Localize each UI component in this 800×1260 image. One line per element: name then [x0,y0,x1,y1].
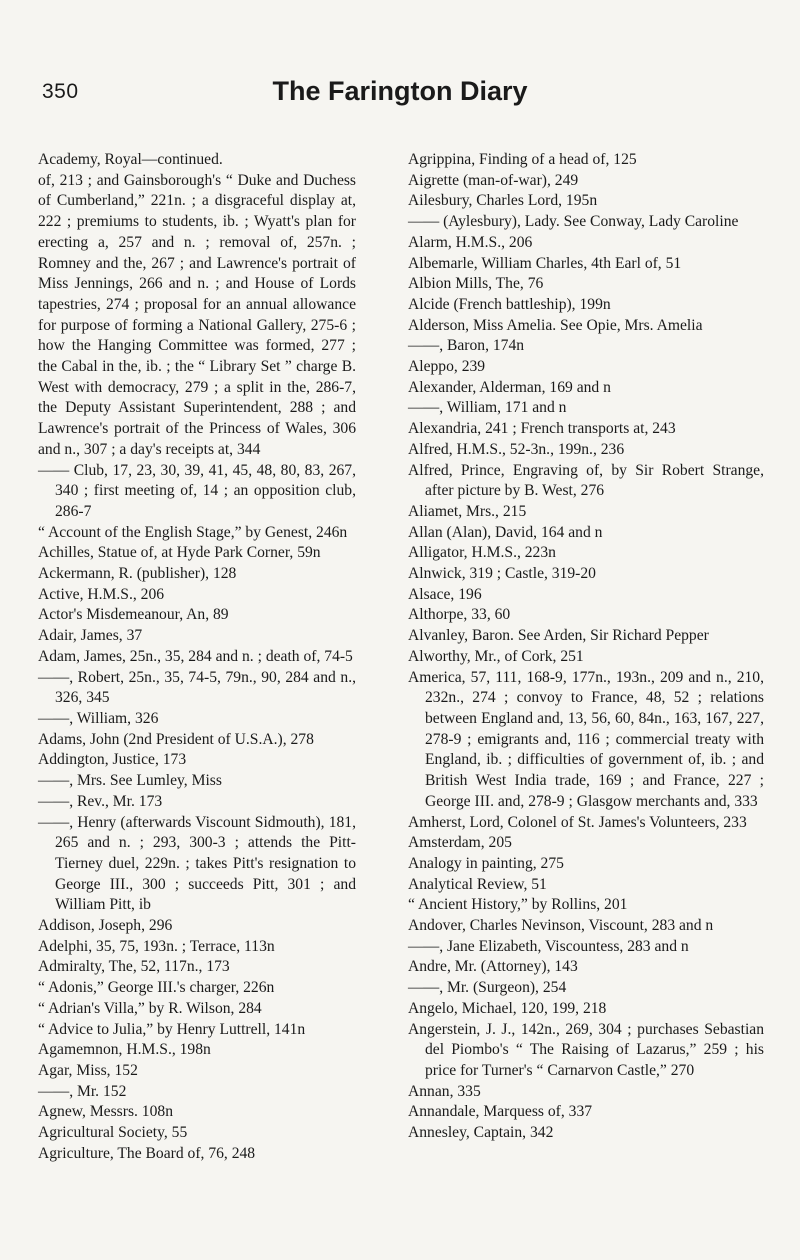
index-entry: of, 213 ; and Gainsborough's “ Duke and Duchess of Cumberland,” 221n. ; a disgraceful display at, 222 ; premiums to students, ib. ; Wyatt's plan for erecting a, 257 and n. ; removal of, 257n. ; Romney and the, 267 ; and Lawrence's portrait of Miss Jennings, 266 and n. ; and House of Lords tapestries, 274 ; proposal for an annual allowance for purpose of forming a National Gallery, 275-6 ; how the Hanging Committee was formed, 277 ; the Cabal in the, ib. ; the “ Library Set ” charge B. West with democracy, 279 ; a split in the, 286-7, the Deputy Assistant Superintendent, 288 ; and Lawrence's portrait of the Princess of Wales, 306 and n., 307 ; a day's receipts at, 344 [38,171,356,458]
index-entry: Alfred, H.M.S., 52-3n., 199n., 236 [408,440,625,458]
index-entry: Alworthy, Mr., of Cork, 251 [408,647,584,665]
index-entry: Addison, Joseph, 296 [38,917,173,935]
index-entry: Alligator, H.M.S., 223n [408,544,556,562]
index-entry: ——, Baron, 174n [408,337,525,355]
index-entry: Alsace, 196 [408,585,482,603]
index-entry: Alnwick, 319 ; Castle, 319-20 [408,565,596,583]
index-entry: “ Advice to Julia,” by Henry Luttrell, 141n [38,1020,306,1038]
index-entry: —— (Aylesbury), Lady. See Conway, Lady Caroline [408,213,739,231]
index-entry: Adam, James, 25n., 35, 284 and n. ; death of, 74-5 [38,647,353,665]
index-entry: Agamemnon, H.M.S., 198n [38,1041,211,1059]
index-entry: Annesley, Captain, 342 [408,1124,554,1142]
page-header [40,76,760,116]
index-entry: Amherst, Lord, Colonel of St. James's Volunteers, 233 [408,813,747,831]
index-entry: Adair, James, 37 [38,627,143,645]
index-entry: Alexandria, 241 ; French transports at, 243 [408,420,676,438]
index-entry: Angelo, Michael, 120, 199, 218 [408,999,607,1017]
index-entry: Adams, John (2nd President of U.S.A.), 278 [38,730,314,748]
index-heading: Academy, Royal—continued. [38,151,223,168]
index-entry: ——, Mr. 152 [38,1082,127,1100]
index-entry: “ Ancient History,” by Rollins, 201 [408,896,628,914]
index-entry: Alexander, Alderman, 169 and n [408,378,611,396]
index-entry: Ailesbury, Charles Lord, 195n [408,192,598,210]
index-entry: Agriculture, The Board of, 76, 248 [38,1144,256,1162]
index-entry: —— Club, 17, 23, 30, 39, 41, 45, 48, 80, 83, 267, 340 ; first meeting of, 14 ; an opposition club, 286-7 [38,461,356,520]
index-entry: Addington, Justice, 173 [38,751,187,769]
running-title: The Farington Diary [272,76,528,106]
index-entry: Annandale, Marquess of, 337 [408,1103,593,1121]
index-entry: “ Adonis,” George III.'s charger, 226n [38,979,275,997]
index-entry: Andre, Mr. (Attorney), 143 [408,958,578,976]
index-entry: “ Adrian's Villa,” by R. Wilson, 284 [38,999,262,1017]
index-entry: Active, H.M.S., 206 [38,585,165,603]
index-column-left [38,150,356,1164]
index-entry: ——, William, 171 and n [408,399,567,417]
index-entry: Admiralty, The, 52, 117n., 173 [38,958,230,976]
index-entry: Alfred, Prince, Engraving of, by Sir Robert Strange, after picture by B. West, 276 [408,461,764,500]
index-entry: Aigrette (man-of-war), 249 [408,171,579,189]
index-entry: Albemarle, William Charles, 4th Earl of, 51 [408,254,682,272]
index-entry: ——, Henry (afterwards Viscount Sidmouth), 181, 265 and n. ; 293, 300-3 ; attends the Pitt-Tierney duel, 229n. ; takes Pitt's resignation to George III., 300 ; succeeds Pitt, 301 ; and William Pitt, ib [38,813,356,914]
index-entry: Agricultural Society, 55 [38,1124,188,1142]
index-entry: Albion Mills, The, 76 [408,275,544,293]
index-entry: Adelphi, 35, 75, 193n. ; Terrace, 113n [38,937,275,955]
index-entry: “ Account of the English Stage,” by Genest, 246n [38,523,348,541]
index-column-right [408,150,764,1144]
index-entry: ——, Rev., Mr. 173 [38,792,163,810]
index-entry: Allan (Alan), David, 164 and n [408,523,603,541]
index-entry: Agrippina, Finding of a head of, 125 [408,151,637,168]
index-entry: Agnew, Messrs. 108n [38,1103,173,1121]
index-entry: Ackermann, R. (publisher), 128 [38,565,237,583]
page-number: 350 [42,80,79,103]
index-entry: Angerstein, J. J., 142n., 269, 304 ; purchases Sebastian del Piombo's “ The Raising of Lazarus,” 259 ; his price for Turner's “ Carnarvon Castle,” 270 [408,1020,764,1079]
index-entry: Alvanley, Baron. See Arden, Sir Richard Pepper [408,627,709,645]
index-entry: Althorpe, 33, 60 [408,606,511,624]
index-entry: Annan, 335 [408,1082,481,1100]
index-entry: Analytical Review, 51 [408,875,547,893]
index-entry: Actor's Misdemeanour, An, 89 [38,606,229,624]
index-entry: ——, Mr. (Surgeon), 254 [408,979,567,997]
index-entry: America, 57, 111, 168-9, 177n., 193n., 209 and n., 210, 232n., 274 ; convoy to France, 48, 52 ; relations between England and, 13, 56, 60, 84n., 163, 167, 227, 278-9 ; emigrants and, 116 ; commercial treaty with England, ib. ; difficulties of government of, ib. ; and British West India trade, 169 ; and France, 227 ; George III. and, 278-9 ; Glasgow merchants and, 333 [408,668,764,810]
index-entry: Andover, Charles Nevinson, Viscount, 283 and n [408,917,714,935]
index-entry: ——, Mrs. See Lumley, Miss [38,772,222,790]
index-entry: Aleppo, 239 [408,358,486,376]
index-entry: ——, Robert, 25n., 35, 74-5, 79n., 90, 284 and n., 326, 345 [38,668,356,707]
index-entry: Alcide (French battleship), 199n [408,295,611,313]
index-entry: Amsterdam, 205 [408,834,512,852]
index-entry: Agar, Miss, 152 [38,1061,138,1079]
index-entry: Alarm, H.M.S., 206 [408,233,533,251]
index-entry: Analogy in painting, 275 [408,854,564,872]
index-entry: Aliamet, Mrs., 215 [408,502,527,520]
index-entry: ——, Jane Elizabeth, Viscountess, 283 and n [408,937,689,955]
index-entry: ——, William, 326 [38,709,159,727]
index-entry: Achilles, Statue of, at Hyde Park Corner, 59n [38,544,321,562]
index-entry: Alderson, Miss Amelia. See Opie, Mrs. Amelia [408,316,703,334]
